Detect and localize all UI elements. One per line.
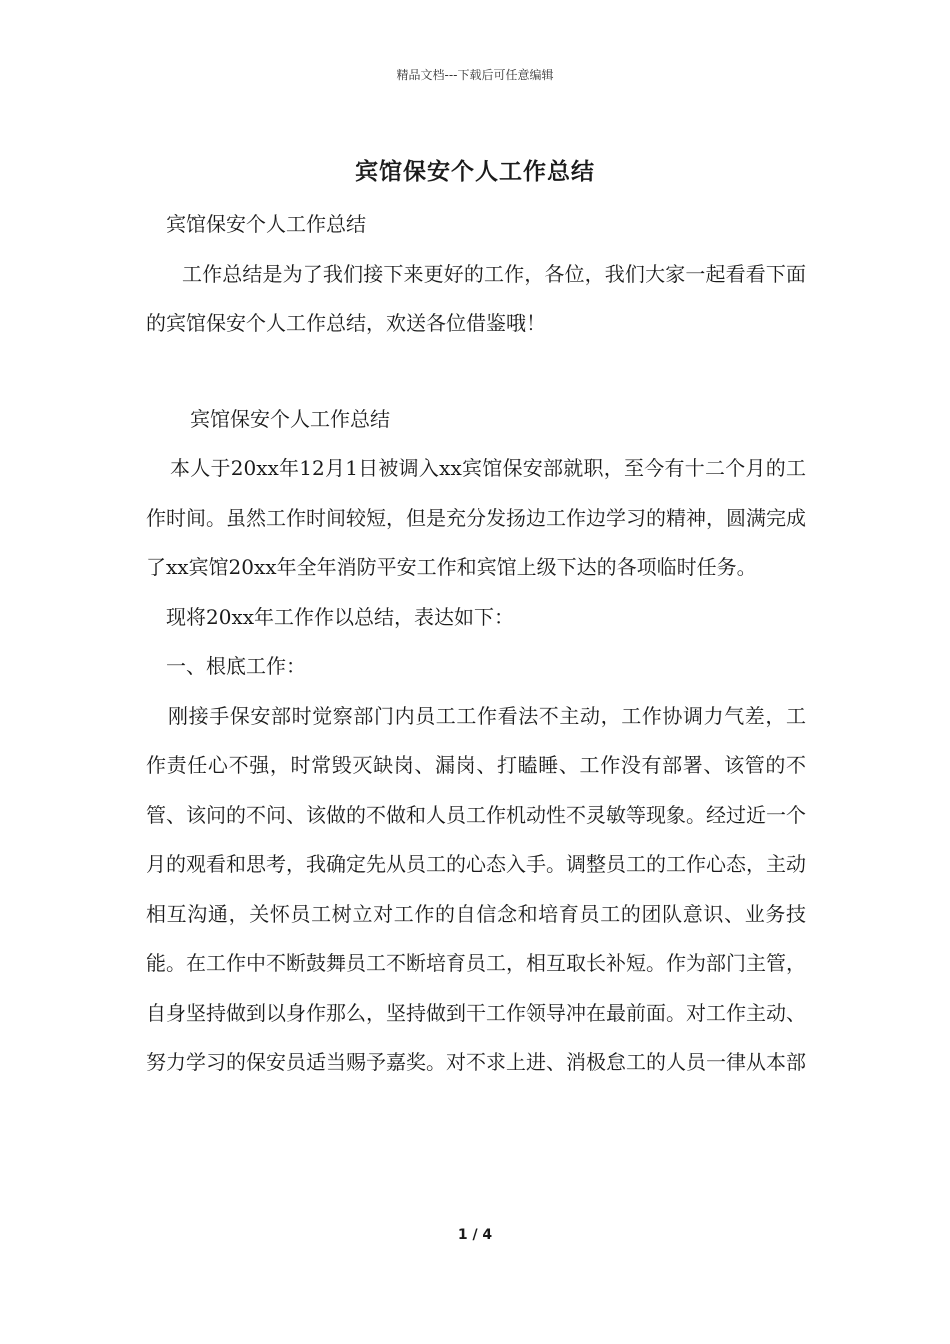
paragraph: 工作总结是为了我们接下来更好的工作，各位，我们大家一起看看下面的宾馆保安个人工作总结，欢送各位借鉴哦！ <box>146 261 806 335</box>
paragraph: 宾馆保安个人工作总结 <box>190 406 390 431</box>
page-header: 精品文档---下载后可任意编辑 <box>396 68 554 82</box>
paragraph: 现将20xx年工作作以总结，表达如下： <box>166 604 515 629</box>
page-number: 1 / 4 <box>457 1227 493 1243</box>
document-body <box>146 200 806 1088</box>
paragraph: 本人于20xx年12月1日被调入xx宾馆保安部就职，至今有十二个月的工作时间。虽然工作时间较短，但是充分发扬边工作边学习的精神，圆满完成了xx宾馆20xx年全年消防平安工作和宾馆上级下达的各项临时任务。 <box>146 456 806 579</box>
paragraph: 宾馆保安个人工作总结 <box>166 212 366 236</box>
paragraph: 刚接手保安部时觉察部门内员工工作看法不主动，工作协调力气差，工作责任心不强，时常毁灭缺岗、漏岗、打瞌睡、工作没有部署、该管的不管、该问的不问、该做的不做和人员工作机动性不灵敏等现象。经过近一个月的观看和思考，我确定先从员工的心态入手。调整员工的工作心态，主动相互沟通，关怀员工树立对工作的自信念和培育员工的团队意识、业务技能。在工作中不断鼓舞员工不断培育员工，相互取长补短。作为部门主管，自身坚持做到以身作那么，坚持做到干工作领导冲在最前面。对工作主动、努力学习的保安员适当赐予嘉奖。对不求上进、消极怠工的人员一律从本部 <box>146 703 806 1074</box>
paragraph: 一、根底工作： <box>166 654 306 678</box>
paragraph-spacer <box>146 349 806 395</box>
document-title: 宾馆保安个人工作总结 <box>355 158 595 185</box>
